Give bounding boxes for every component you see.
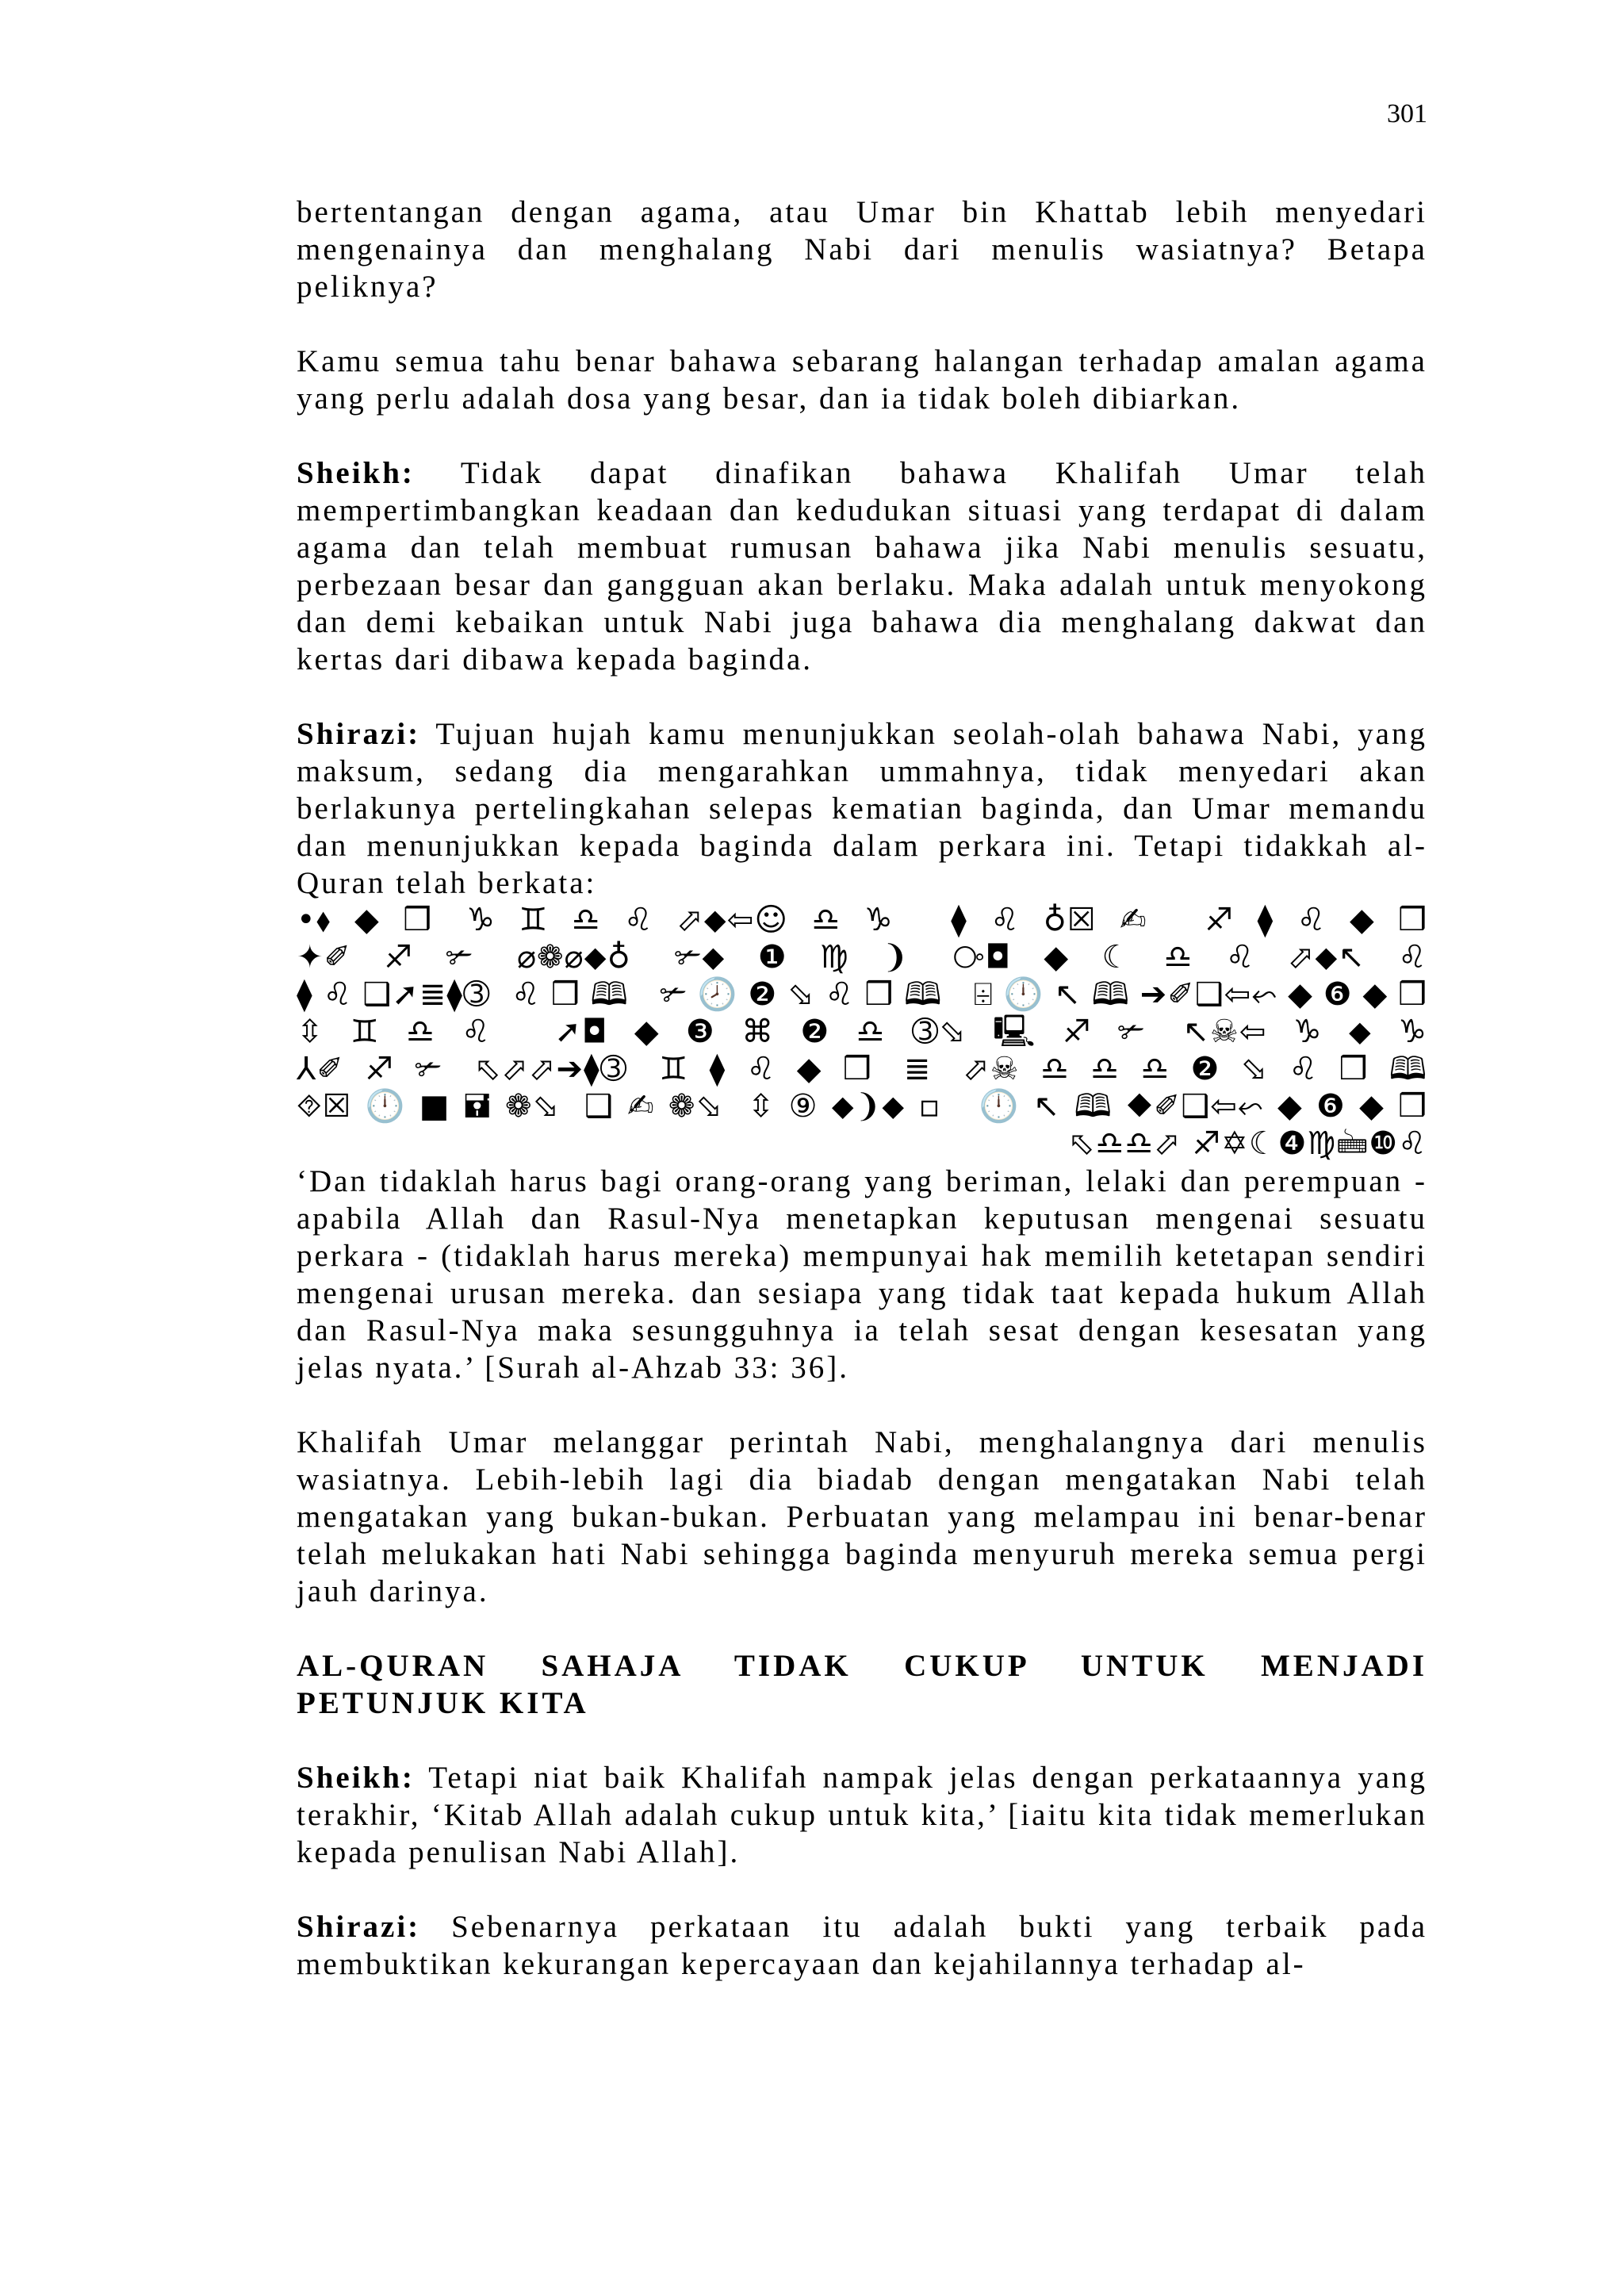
section-heading-line-2: PETUNJUK KITA — [297, 1686, 589, 1720]
page-number: 301 — [1387, 99, 1427, 128]
paragraph-text: Sebenarnya perkataan itu adalah bukti yang terbaik pada membuktikan kekurangan kepercayaan dan kejahilannya terhadap al- — [297, 1910, 1427, 1981]
quran-translation: ‘Dan tidaklah harus bagi orang-orang yang beriman, lelaki dan perempuan - apabila Allah dan Rasul-Nya menetapkan keputusan mengenai sesuatu perkara - (tidaklah harus mereka) mempunyai hak memilih ketetapan sendiri mengenai urusan mereka. dan sesiapa yang tidak taat kepada hukum Allah dan Rasul-Nya maka sesungguhnya ia telah sesat dengan kesesatan yang jelas nyata.’ [Surah al-Ahzab 33: 36]. — [297, 1164, 1427, 1385]
paragraph-text: Tidak dapat dinafikan bahawa Khalifah Umar telah mempertimbangkan keadaan dan kedudukan situasi yang terdapat di dalam agama dan telah membuat rumusan bahawa jika Nabi menulis sesuatu, perbezaan besar dan gangguan akan berlaku. Maka adalah untuk menyokong dan demi kebaikan untuk Nabi juga bahawa dia menghalang dakwat dan kertas dari dibawa kepada baginda. — [297, 456, 1427, 677]
glyph-line: ⬁♎♎⬀ ♐✡☾❹♍🖮❿♌ — [1067, 1125, 1427, 1162]
paragraph-shirazi-1 — [297, 715, 1427, 902]
glyph-line: ⯑☒🕛■🖬❁⬂ ❑✍❁⬂ ⇳⑨⬥❩⬥▫ 🕛↖🕮⬥✐❑⇦⬿◆❻◆❒ — [297, 1088, 1427, 1125]
quran-verse-glyphs — [297, 902, 1427, 1163]
glyph-line: ⇳♊♎♌ ➚◘◆❸⌘❷♎➂⬂🖳♐✃ ↖☠⇦♑⬥♑ — [297, 1014, 1427, 1050]
glyph-line: •⬧◆❒ ♑♊♎♌⬀⬥⇦☺♎♑ ⧫♌♁☒✍ ♐⧫♌◆❒ — [297, 902, 1427, 938]
paragraph-sheikh-2 — [297, 1759, 1427, 1871]
paragraph-text: Tetapi niat baik Khalifah nampak jelas dengan perkataannya yang terakhir, ‘Kitab Allah adalah cukup untuk kita,’ [iaitu kita tidak memerlukan kepada penulisan Nabi Allah]. — [297, 1761, 1427, 1869]
paragraph-shirazi-2 — [297, 1908, 1427, 1983]
paragraph-sheikh-1 — [297, 454, 1427, 678]
glyph-line: ⧫♌❑➚≣⧫➂ ♌❒🕮 ✃🕗❷⬂♌❒🕮 ⌹🕛↖🕮➔✐❑⇦⬿◆❻◆❒ — [297, 976, 1427, 1013]
glyph-line: ⅄✐♐✃ ⬁⬀⬀➔⧫➂ ♊⧫♌◆❒ ≣ ⬀☠♎♎♎❷⬂♌❒🕮 — [297, 1051, 1427, 1087]
glyph-line: ✦✐♐✃ ⌀❁⌀⬥♁ ✃⬥❶♍❩ ⧂◘◆☾♎♌⬀⬥↖♌ — [297, 939, 1427, 976]
speaker-label: Shirazi: — [297, 717, 421, 751]
paragraph-text: Tujuan hujah kamu menunjukkan seolah-olah bahawa Nabi, yang maksum, sedang dia mengarahkan ummahnya, tidak menyedari akan berlakunya pertelingkahan selepas kematian baginda, dan Umar memandu dan menunjukkan kepada baginda dalam perkara ini. Tetapi tidakkah al-Quran telah berkata: — [297, 717, 1427, 900]
section-heading — [297, 1647, 1427, 1722]
paragraph-1: bertentangan dengan agama, atau Umar bin Khattab lebih menyedari mengenainya dan menghalang Nabi dari menulis wasiatnya? Betapa peliknya? — [297, 195, 1427, 304]
speaker-label: Sheikh: — [297, 1761, 415, 1795]
paragraph-5: Khalifah Umar melanggar perintah Nabi, menghalangnya dari menulis wasiatnya. Lebih-lebih lagi dia biadab dengan mengatakan Nabi telah mengatakan yang bukan-bukan. Perbuatan yang melampau ini benar-benar telah melukakan hati Nabi sehingga baginda menyuruh mereka semua pergi jauh darinya. — [297, 1425, 1427, 1608]
speaker-label: Sheikh: — [297, 456, 415, 490]
paragraph-2: Kamu semua tahu benar bahawa sebarang halangan terhadap amalan agama yang perlu adalah dosa yang besar, dan ia tidak boleh dibiarkan. — [297, 344, 1427, 416]
page-body — [297, 194, 1427, 2020]
section-heading-line-1: AL-QURAN SAHAJA TIDAK CUKUP UNTUK MENJADI — [297, 1649, 1427, 1683]
speaker-label: Shirazi: — [297, 1910, 421, 1944]
